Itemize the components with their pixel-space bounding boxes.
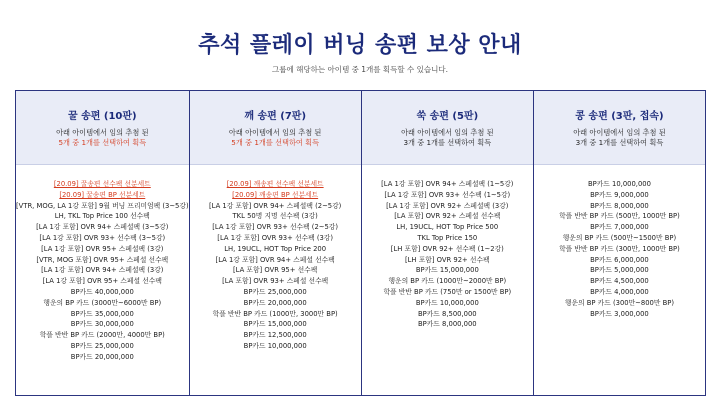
reward-item: [20.09] 꿀송편 선수팩 선분세트 bbox=[53, 180, 151, 188]
reward-item: LH, 19UCL, HOT Top Price 500 bbox=[396, 223, 499, 232]
reward-item: 행운의 BP 카드 (300만~800만 BP) bbox=[564, 298, 674, 307]
item-list bbox=[16, 165, 189, 395]
column-description: 아래 아이템에서 임의 추첨 된 bbox=[228, 128, 322, 137]
reward-item: BP카드 7,000,000 bbox=[590, 223, 649, 232]
reward-item: TKL 50명 지명 선수팩 (3강) bbox=[232, 212, 318, 221]
reward-item: 행운의 BP 카드 (1000만~2000만 BP) bbox=[388, 277, 507, 286]
reward-item: 학플 반반 BP 카드 (300만, 1000만 BP) bbox=[559, 244, 680, 253]
column-header bbox=[362, 91, 533, 165]
reward-item: BP카드 5,000,000 bbox=[590, 266, 649, 275]
reward-item: BP카드 35,000,000 bbox=[70, 309, 134, 318]
reward-item: BP카드 10,000,000 bbox=[415, 298, 479, 307]
reward-item: 행운의 BP 카드 (3000만~6000만 BP) bbox=[43, 298, 162, 307]
reward-item: [LA 1강 포함] OVR 94+ 스페셜팩 (2~5강) bbox=[209, 201, 342, 210]
reward-item: BP카드 8,000,000 bbox=[590, 201, 649, 210]
reward-item: [LA 1강 포함] OVR 95+ 스페셜 선수팩 bbox=[42, 277, 162, 286]
reward-item: BP카드 25,000,000 bbox=[243, 287, 307, 296]
reward-item: BP카드 8,000,000 bbox=[417, 320, 477, 329]
reward-item: [20.09] 깨송편 선수팩 선분세트 bbox=[226, 180, 324, 188]
page-subtitle: 그룹에 해당하는 아이템 중 1개를 획득할 수 있습니다. bbox=[272, 65, 448, 74]
reward-item: [LA 포함] OVR 95+ 선수팩 bbox=[233, 266, 318, 275]
reward-table bbox=[15, 90, 706, 396]
reward-item: [LA 1강 포함] OVR 93+ 선수팩 (3~5강) bbox=[39, 233, 166, 242]
reward-item: 학플 반반 BP 카드 (1000만, 3000만 BP) bbox=[212, 309, 338, 318]
column-header bbox=[190, 91, 361, 165]
column-title: 콩 송편 (3판, 접속) bbox=[575, 111, 664, 122]
column-description: 아래 아이템에서 임의 추첨 된 bbox=[573, 128, 666, 137]
reward-item: TKL Top Price 150 bbox=[417, 233, 478, 242]
reward-item: 행운의 BP 카드 (500만~1500만 BP) bbox=[562, 233, 677, 242]
item-list bbox=[534, 165, 705, 395]
column-rule: 3개 중 1개를 선택하여 획득 bbox=[575, 138, 664, 147]
reward-item: BP카드 30,000,000 bbox=[70, 320, 134, 329]
column-description: 아래 아이템에서 임의 추첨 된 bbox=[56, 128, 149, 137]
reward-item: [20.09] 꿀송편 BP 선분세트 bbox=[59, 190, 146, 199]
reward-item: [LA 1강 포함] OVR 95+ 스페셜팩 (3강) bbox=[41, 244, 164, 253]
column-title: 깨 송편 (7판) bbox=[244, 111, 307, 122]
reward-item: 학플 반반 BP 카드 (500만, 1000만 BP) bbox=[559, 212, 680, 221]
reward-item: [VTR, MOG, LA 1강 포함] 9월 버닝 프리미엄팩 (3~5강) bbox=[16, 201, 189, 210]
page-title: 추석 플레이 버닝 송편 보상 안내 bbox=[198, 33, 522, 58]
reward-column bbox=[362, 91, 534, 395]
reward-item: [LA 1강 포함] OVR 94+ 스페셜팩 (1~5강) bbox=[381, 180, 514, 188]
reward-item: BP카드 6,000,000 bbox=[590, 255, 649, 264]
reward-item: [LA 1강 포함] OVR 93+ 선수팩 (2~5강) bbox=[212, 223, 339, 232]
reward-item: [LH 포함] OVR 92+ 선수팩 (1~2강) bbox=[390, 244, 504, 253]
reward-item: [LA 포함] OVR 93+ 스페셜 선수팩 bbox=[222, 277, 329, 286]
reward-item: BP카드 10,000,000 bbox=[587, 180, 651, 188]
reward-item: [LA 1강 포함] OVR 94+ 스페셜팩 (3~5강) bbox=[36, 223, 169, 232]
reward-item: [LA 1강 포함] OVR 94+ 스페셜팩 (3강) bbox=[41, 266, 164, 275]
column-title: 쑥 송편 (5판) bbox=[416, 111, 479, 122]
reward-item: [20.09] 깨송편 BP 선분세트 bbox=[232, 190, 319, 199]
item-list bbox=[190, 165, 361, 395]
column-title: 꿀 송편 (10판) bbox=[67, 111, 137, 122]
reward-column bbox=[16, 91, 190, 395]
reward-column bbox=[190, 91, 362, 395]
reward-item: 학플 반반 BP 카드 (750만 or 1500만 BP) bbox=[383, 287, 512, 296]
reward-column bbox=[534, 91, 705, 395]
reward-item: [LA 1강 포함] OVR 93+ 선수팩 (1~5강) bbox=[384, 190, 511, 199]
reward-item: BP카드 12,500,000 bbox=[243, 331, 307, 340]
reward-item: BP카드 15,000,000 bbox=[415, 266, 479, 275]
column-header bbox=[16, 91, 189, 165]
reward-item: BP카드 8,500,000 bbox=[417, 309, 477, 318]
reward-item: LH, 19UCL, HOT Top Price 200 bbox=[224, 244, 327, 253]
reward-item: BP카드 20,000,000 bbox=[70, 352, 134, 361]
reward-item: [LH 포함] OVR 92+ 선수팩 bbox=[404, 255, 490, 264]
reward-item: BP카드 15,000,000 bbox=[243, 320, 307, 329]
reward-item: BP카드 10,000,000 bbox=[243, 341, 307, 350]
reward-item: LH, TKL Top Price 100 선수팩 bbox=[54, 212, 150, 221]
reward-item: [LA 포함] OVR 92+ 스페셜 선수팩 bbox=[394, 212, 501, 221]
reward-item: BP카드 4,500,000 bbox=[590, 277, 649, 286]
reward-item: BP카드 9,000,000 bbox=[590, 190, 649, 199]
column-header bbox=[534, 91, 705, 165]
reward-item: [LA 1강 포함] OVR 92+ 스페셜팩 (3강) bbox=[386, 201, 509, 210]
reward-item: BP카드 3,000,000 bbox=[590, 309, 649, 318]
reward-item: BP카드 25,000,000 bbox=[70, 341, 134, 350]
item-list bbox=[362, 165, 533, 395]
reward-item: BP카드 40,000,000 bbox=[70, 287, 134, 296]
reward-item: [VTR, MOG 포함] OVR 95+ 스페셜 선수팩 bbox=[36, 255, 169, 264]
column-rule: 3개 중 1개를 선택하여 획득 bbox=[403, 138, 492, 147]
reward-item: BP카드 4,000,000 bbox=[590, 287, 649, 296]
reward-item: [LA 1강 포함] OVR 93+ 선수팩 (3강) bbox=[217, 233, 334, 242]
reward-item: BP카드 20,000,000 bbox=[243, 298, 307, 307]
column-rule: 5개 중 1개를 선택하여 획득 bbox=[58, 138, 147, 147]
reward-item: 학플 반반 BP 카드 (2000만, 4000만 BP) bbox=[39, 331, 165, 340]
column-description: 아래 아이템에서 임의 추첨 된 bbox=[401, 128, 494, 137]
column-rule: 5개 중 1개를 선택하여 획득 bbox=[231, 138, 320, 147]
reward-item: [LA 1강 포함] OVR 94+ 스페셜 선수팩 bbox=[215, 255, 335, 264]
